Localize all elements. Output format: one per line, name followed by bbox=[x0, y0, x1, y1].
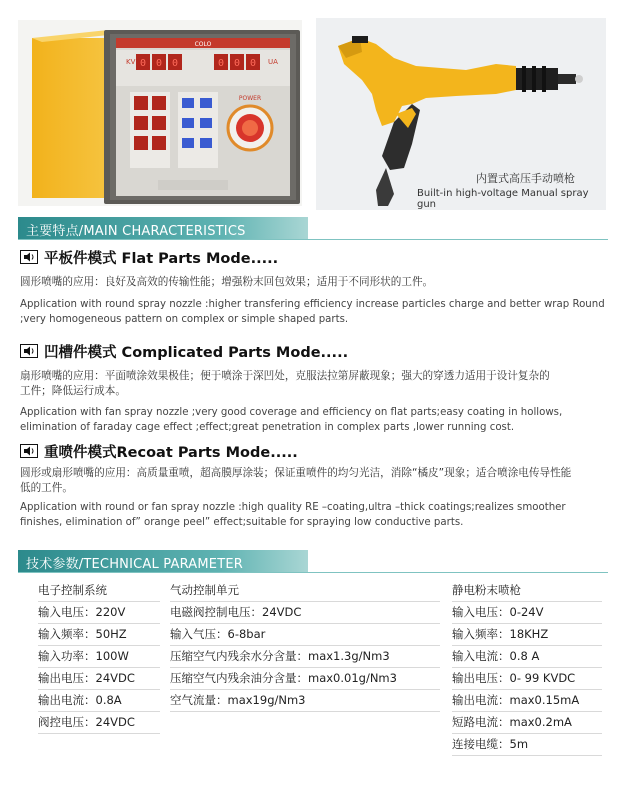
technical-parameter-rule bbox=[18, 572, 608, 573]
mode-recoat-heading bbox=[20, 441, 298, 462]
controller-photo bbox=[18, 20, 302, 206]
param-cell: 输出电压：24VDC bbox=[38, 668, 160, 690]
param-cell: 电磁阀控制电压：24VDC bbox=[170, 602, 440, 624]
param-column-header: 电子控制系统 bbox=[38, 580, 160, 602]
mode-complicated-heading bbox=[20, 341, 348, 362]
param-cell: 空气流量：max19g/Nm3 bbox=[170, 690, 440, 712]
param-cell: 输入电流：0.8 A bbox=[452, 646, 602, 668]
ua-digit-2: 0 bbox=[233, 58, 241, 69]
mode-flat-heading bbox=[20, 247, 278, 268]
param-cell: 输出电压：0- 99 KVDC bbox=[452, 668, 602, 690]
param-cell: 连接电缆：5m bbox=[452, 734, 602, 756]
gun-caption-en: Built-in high-voltage Manual spray gun bbox=[417, 188, 589, 210]
mode-flat-cn: 圆形喷嘴的应用：良好及高效的传输性能；增强粉末回包效果；适用于不同形状的工件。 bbox=[20, 276, 434, 288]
param-column-pneumatic bbox=[170, 580, 440, 712]
mode-recoat-en: Application with round or fan spray nozzle :high quality RE –coating,ultra –thick coatings;realizes smoother finishes, elimination of” orange peel” effect;suitable for spraying low conductive parts. bbox=[20, 502, 566, 528]
param-column-electronic bbox=[38, 580, 160, 734]
param-cell: 输入功率：100W bbox=[38, 646, 160, 668]
speaker-icon bbox=[20, 250, 38, 268]
kv-digit-1: 0 bbox=[139, 58, 147, 69]
main-characteristics-rule bbox=[18, 239, 608, 240]
kv-label: KV bbox=[126, 58, 136, 66]
param-cell: 阀控电压：24VDC bbox=[38, 712, 160, 734]
param-cell: 输入频率：18KHZ bbox=[452, 624, 602, 646]
param-column-spray-gun bbox=[452, 580, 602, 756]
kv-digit-3: 0 bbox=[171, 58, 179, 69]
main-characteristics-header bbox=[18, 217, 308, 239]
param-cell: 输出电流：max0.15mA bbox=[452, 690, 602, 712]
ua-label: UA bbox=[268, 58, 278, 66]
speaker-icon bbox=[20, 444, 38, 462]
param-cell: 压缩空气内残余油分含量：max0.01g/Nm3 bbox=[170, 668, 440, 690]
kv-digit-2: 0 bbox=[155, 58, 163, 69]
mode-recoat-title: 重喷件模式Recoat Parts Mode..... bbox=[44, 445, 298, 461]
param-cell: 输入电压：220V bbox=[38, 602, 160, 624]
mode-complicated-title: 凹槽件模式 Complicated Parts Mode..... bbox=[44, 345, 349, 361]
ua-digit-3: 0 bbox=[249, 58, 257, 69]
mode-flat-en: Application with round spray nozzle :higher transfering efficiency increase particles charge and better wrap Round ;very homogeneous pattern on complex or simple shaped parts. bbox=[20, 299, 605, 325]
param-cell: 短路电流：max0.2mA bbox=[452, 712, 602, 734]
ua-digit-1: 0 bbox=[217, 58, 225, 69]
param-cell: 压缩空气内残余水分含量：max1.3g/Nm3 bbox=[170, 646, 440, 668]
param-cell: 输入电压：0-24V bbox=[452, 602, 602, 624]
mode-flat-title: 平板件模式 Flat Parts Mode..... bbox=[44, 251, 279, 267]
spray-gun-photo bbox=[316, 18, 606, 210]
technical-parameter-header bbox=[18, 550, 308, 572]
param-cell: 输入气压：6-8bar bbox=[170, 624, 440, 646]
mode-complicated-cn: 扇形喷嘴的应用：平面喷涂效果极佳；便于喷涂于深凹处，克服法拉第屏蔽现象；强大的穿透力适用于设计复杂的工件；降低运行成本。 bbox=[20, 370, 550, 397]
mode-recoat-cn: 圆形或扇形喷嘴的应用：高质量重喷，超高膜厚涂装；保证重喷件的均匀光洁，消除“橘皮”现象；适合喷涂电传导性能低的工件。 bbox=[20, 467, 572, 494]
param-cell: 输出电流：0.8A bbox=[38, 690, 160, 712]
speaker-icon bbox=[20, 344, 38, 362]
panel-brand: COLO bbox=[194, 41, 212, 48]
param-cell: 输入频率：50HZ bbox=[38, 624, 160, 646]
param-column-header: 静电粉末喷枪 bbox=[452, 580, 602, 602]
gun-caption-cn: 内置式高压手动喷枪 bbox=[476, 172, 575, 185]
main-characteristics-title: 主要特点/MAIN CHARACTERISTICS bbox=[26, 224, 246, 239]
controller-illustration bbox=[18, 20, 302, 206]
power-label: POWER bbox=[238, 95, 262, 102]
technical-parameter-title: 技术参数/TECHNICAL PARAMETER bbox=[26, 557, 244, 572]
param-column-header: 气动控制单元 bbox=[170, 580, 440, 602]
mode-complicated-en: Application with fan spray nozzle ;very good coverage and efficiency on flat parts;easy coating in hollows, elimination of faraday cage effect ;effect;great penetration in complex parts ,lower running cost. bbox=[20, 407, 563, 433]
